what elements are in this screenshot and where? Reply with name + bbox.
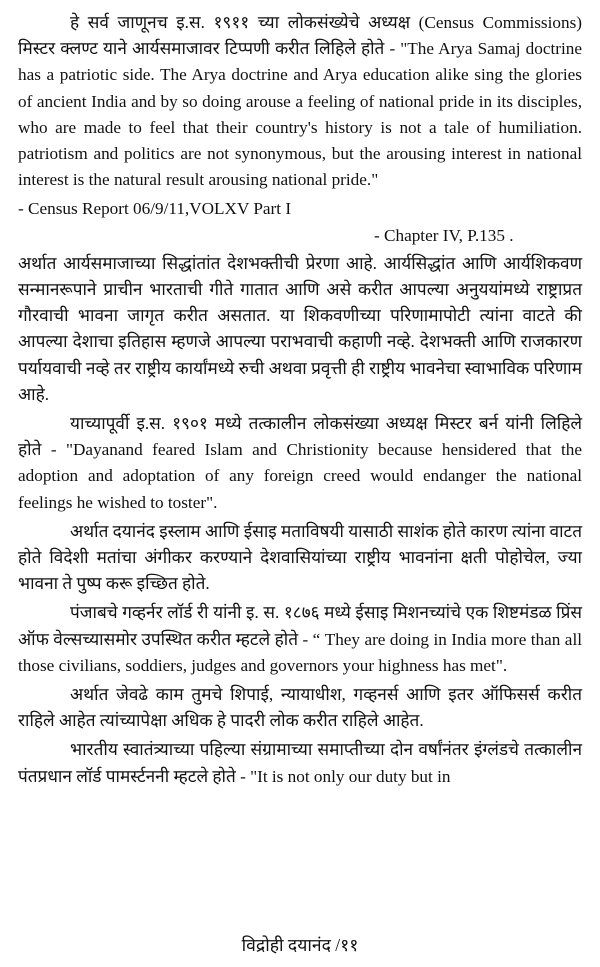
citation-chapter-reference: - Chapter IV, P.135 .	[374, 225, 514, 245]
page-footer: विद्रोही दयानंद /११	[241, 935, 359, 955]
paragraph-missionary-meaning: अर्थात जेवढे काम तुमचे शिपाई, न्यायाधीश, गव्हनर्स आणि इतर ऑफिसर्स करीत राहिले आहेत त्यांच्यापेक्षा अधिक हे पादरी लोक करीत राहिले आहेत.	[18, 685, 582, 731]
paragraph-dayanand-meaning: अर्थात दयानंद इस्लाम आणि ईसाइ मताविषयी यासाठी साशंक होते कारण त्यांना वाटत होते विदेशी मतांचा अंगीकर करण्याने देशवासियांच्या राष्ट्रीय भावनांना क्षती पोहोचेल, ज्या भावना ते पुष्प करू इच्छित होते.	[18, 521, 582, 594]
paragraph-punjab-governor: पंजाबचे गव्हर्नर लॉर्ड री यांनी इ. स. १८७६ मध्ये ईसाइ मिशनच्यांचे एक शिष्टमंडळ प्रिंस ऑफ वेल्सच्यासमोर उपस्थित करीत म्हटले होते - “ They are doing in India more than all those civilians, soddiers, judges and governors your highness has met".	[18, 603, 582, 675]
paragraph-census-1911: हे सर्व जाणूनच इ.स. १९११ च्या लोकसंख्येचे अध्यक्ष (Census Commissions) मिस्टर क्लण्ट याने आर्यसमाजावर टिप्पणी करीत लिहिले होते - "The Arya Samaj doctrine has a patriotic side. The Arya doctrine and Arya education alike sing the glories of ancient India and by so doing arouse a feeling of national pride in its disciples, who are made to feel that their country's history is not a tale of humiliation. patriotism and politics are not synonymous, but the arousing interest in national interest is the natural result arousing national pride."	[18, 13, 582, 190]
paragraph-arya-explanation: अर्थात आर्यसमाजाच्या सिद्धांतांत देशभक्तीची प्रेरणा आहे. आर्यसिद्धांत आणि आर्यशिकवण सन्मानरूपाने प्राचीन भारताची गीते गातात आणि असे करीत आपल्या अनुययांमध्ये राष्ट्राप्रत गौरवाची भावना जागृत करीत असतात. या शिकवणीच्या परिणामापोटी त्यांना वाटते की आपल्या देशाचा इतिहास म्हणजे आपल्या पराभवाची कहाणी नव्हे. देशभक्ती आणि राजकारण पर्यायवाची नव्हे तर राष्ट्रीय कार्यांमध्ये रुची अथवा प्रवृत्ती ही राष्ट्रीय भावनेचा स्वाभाविक परिणाम आहे.	[18, 253, 582, 404]
citation-census-report: - Census Report 06/9/11,VOLXV Part I	[18, 199, 292, 219]
paragraph-palmerston: भारतीय स्वातंत्र्याच्या पहिल्या संग्रामाच्या समाप्तीच्या दोन वर्षांनंतर इंग्लंडचे तत्कालीन पंतप्रधान लॉर्ड पामर्स्टननी म्हटले होते - "It is not only our duty but in	[18, 740, 582, 786]
paragraph-census-1901: याच्यापूर्वी इ.स. १९०१ मध्ये तत्कालीन लोकसंख्या अध्यक्ष मिस्टर बर्न यांनी लिहिले होते - "Dayanand feared Islam and Christionity because hensidered that the adoption and adoptation of any foreign creed would endanger the national feelings he wished to toster".	[18, 414, 582, 512]
